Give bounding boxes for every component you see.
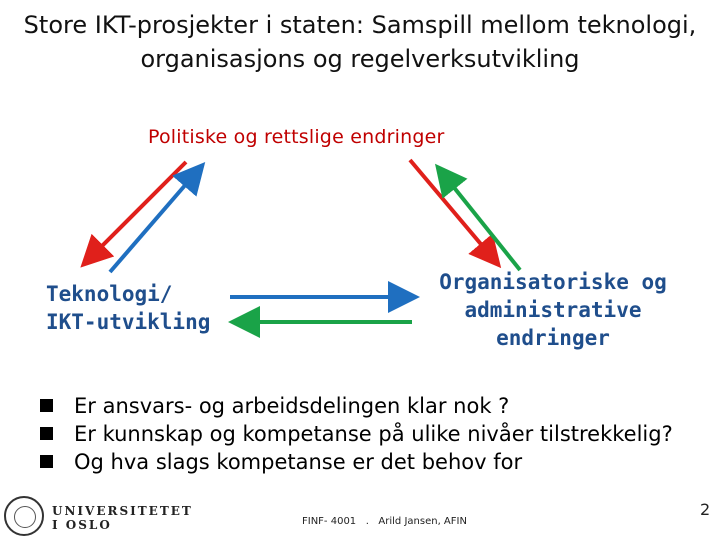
left-node-technology	[46, 280, 210, 336]
square-bullet-icon	[40, 455, 53, 468]
green-arrow-right	[440, 170, 520, 270]
right-node-organisational	[418, 268, 688, 352]
bullet-text: Er ansvars- og arbeidsdelingen klar nok ?	[74, 394, 510, 418]
slide-title: Store IKT-prosjekter i staten: Samspill mellom teknologi, organisasjons og regelverksutvikling	[23, 11, 697, 73]
red-arrow-left	[86, 162, 186, 262]
blue-arrow-left	[110, 168, 200, 272]
logo-line: UNIVERSITETET	[52, 504, 193, 518]
university-logo	[4, 496, 194, 540]
left-node-line: Teknologi/	[46, 282, 173, 306]
left-node-line: IKT-utvikling	[46, 310, 211, 334]
bullet-item	[40, 392, 680, 420]
logo-text	[52, 504, 193, 532]
logo-line: I OSLO	[52, 518, 112, 532]
right-node-line: endringer	[496, 326, 610, 350]
right-node-line: Organisatoriske og	[439, 270, 667, 294]
bullet-list	[40, 392, 680, 476]
bullet-text: Er kunnskap og kompetanse på ulike nivåer tilstrekkelig?	[74, 422, 673, 446]
page-number: 2	[700, 500, 711, 519]
right-node-line: administrative	[464, 298, 642, 322]
bullet-text: Og hva slags kompetanse er det behov for	[74, 450, 523, 474]
footer-text: FINF- 4001 . Arild Jansen, AFIN	[302, 516, 467, 527]
bullet-item	[40, 420, 680, 448]
top-node-label: Politiske og rettslige endringer	[148, 126, 445, 148]
red-arrow-right	[410, 160, 496, 262]
bullet-item	[40, 448, 680, 476]
square-bullet-icon	[40, 399, 53, 412]
square-bullet-icon	[40, 427, 53, 440]
university-seal-icon	[4, 496, 44, 536]
